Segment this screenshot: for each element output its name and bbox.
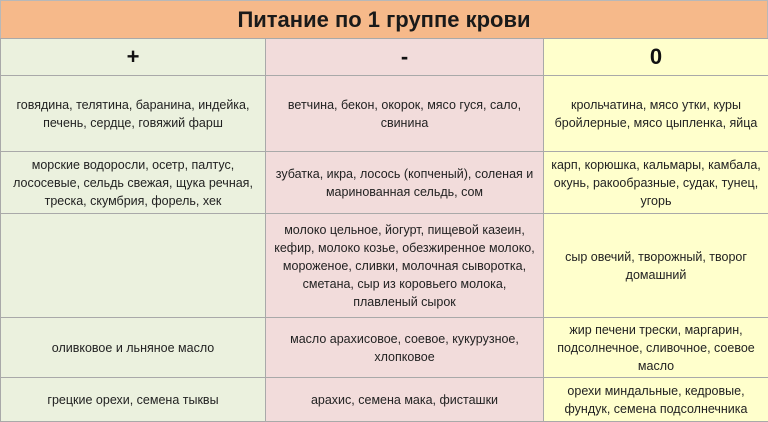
- cell-nuts-plus: грецкие орехи, семена тыквы: [1, 378, 266, 422]
- cell-oil-plus: оливковое и льняное масло: [1, 318, 266, 378]
- header-zero: 0: [544, 39, 768, 76]
- cell-nuts-minus: арахис, семена мака, фисташки: [266, 378, 544, 422]
- cell-dairy-minus: молоко цельное, йогурт, пищевой казеин, кефир, молоко козье, обезжиренное молоко, мороженое, сливки, молочная сыворотка, сметана, сыр из коровьего молока, плавленый сырок: [266, 214, 544, 318]
- table-row: [1, 152, 768, 214]
- table-title: Питание по 1 группе крови: [0, 0, 768, 39]
- cell-nuts-zero: орехи миндальные, кедровые, фундук, семена подсолнечника: [544, 378, 768, 422]
- table-row: [1, 76, 768, 152]
- cell-meat-zero: крольчатина, мясо утки, куры бройлерные, мясо цыпленка, яйца: [544, 76, 768, 152]
- cell-meat-minus: ветчина, бекон, окорок, мясо гуся, сало, свинина: [266, 76, 544, 152]
- table-row: [1, 318, 768, 378]
- cell-fish-zero: карп, корюшка, кальмары, камбала, окунь, ракообразные, судак, тунец, угорь: [544, 152, 768, 214]
- blood-type-food-table: [0, 38, 768, 422]
- table-row: [1, 378, 768, 422]
- header-minus: -: [266, 39, 544, 76]
- header-plus: +: [1, 39, 266, 76]
- cell-dairy-plus: [1, 214, 266, 318]
- table-row: [1, 214, 768, 318]
- cell-meat-plus: говядина, телятина, баранина, индейка, печень, сердце, говяжий фарш: [1, 76, 266, 152]
- cell-oil-minus: масло арахисовое, соевое, кукурузное, хлопковое: [266, 318, 544, 378]
- cell-dairy-zero: сыр овечий, творожный, творог домашний: [544, 214, 768, 318]
- cell-fish-plus: морские водоросли, осетр, палтус, лососевые, сельдь свежая, щука речная, треска, скумбрия, форель, хек: [1, 152, 266, 214]
- cell-fish-minus: зубатка, икра, лосось (копченый), соленая и маринованная сельдь, сом: [266, 152, 544, 214]
- cell-oil-zero: жир печени трески, маргарин, подсолнечное, сливочное, соевое масло: [544, 318, 768, 378]
- header-row: [1, 39, 768, 76]
